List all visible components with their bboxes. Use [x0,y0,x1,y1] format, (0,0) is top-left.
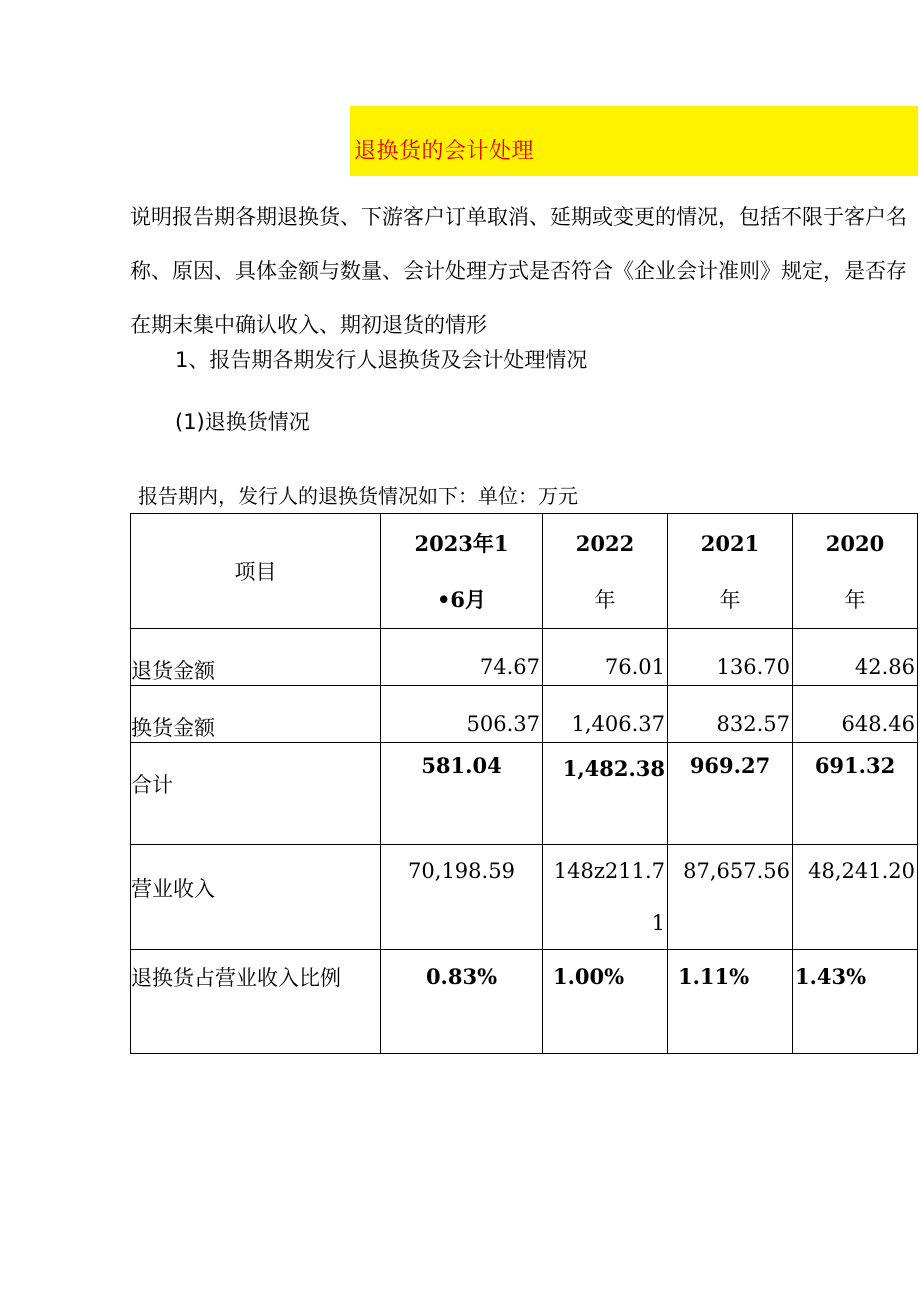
header-col-2021 [668,514,793,629]
cell-value: 1,406.37 [543,686,668,743]
cell-value: 76.01 [543,629,668,686]
cell-value: 969.27 [668,743,793,845]
header-item-label: 项目 [234,560,277,584]
header-col-2020-line2: 年 [844,588,866,612]
intro-paragraph: 说明报告期各期退换货、下游客户订单取消、延期或变更的情况，包括不限于客户名称、原因、具体金额与数量、会计处理方式是否符合《企业会计准则》规定，是否存在期末集中确认收入、期初退货的情形 [130,205,907,337]
cell-value: 1.11% [668,950,793,1054]
table-row [131,686,918,743]
cell-value: 48,241.20 [793,845,918,950]
returns-table [130,513,918,1054]
cell-value: 148z211.71 [543,845,668,950]
heading-2: (1)退换货情况 [175,410,310,434]
row-label: 退换货占营业收入比例 [131,950,381,1054]
header-col-2021-line2: 年 [719,588,741,612]
cell-value: 70,198.59 [381,845,543,950]
cell-value: 42.86 [793,629,918,686]
table-row [131,845,918,950]
cell-value: 506.37 [381,686,543,743]
header-col-2023-line1: 2023年1 [414,531,509,556]
header-col-2023-line2: •6月 [436,587,487,612]
cell-value: 136.70 [668,629,793,686]
table-caption: 报告期内，发行人的退换货情况如下：单位：万元 [138,484,578,508]
cell-value: 87,657.56 [668,845,793,950]
title-highlight-band [350,106,918,176]
cell-value: 1.00% [543,950,668,1054]
table-row [131,950,918,1054]
row-label: 营业收入 [131,845,381,950]
cell-value: 691.32 [793,743,918,845]
cell-value: 74.67 [381,629,543,686]
cell-value: 832.57 [668,686,793,743]
header-col-2021-line1: 2021 [700,531,760,556]
header-item [131,514,381,629]
header-col-2023 [381,514,543,629]
cell-value: 581.04 [381,743,543,845]
header-col-2022-line2: 年 [594,588,616,612]
row-label: 退货金额 [131,629,381,686]
cell-value: 1,482.38 [543,743,668,845]
header-col-2020 [793,514,918,629]
table-row [131,743,918,845]
row-label: 合计 [131,743,381,845]
cell-value: 648.46 [793,686,918,743]
header-col-2022 [543,514,668,629]
row-label: 换货金额 [131,686,381,743]
cell-value: 0.83% [381,950,543,1054]
header-col-2020-line1: 2020 [825,531,885,556]
table-header-row [131,514,918,629]
cell-value: 1.43% [793,950,918,1054]
heading-1: 1、报告期各期发行人退换货及会计处理情况 [175,348,588,372]
section-title: 退换货的会计处理 [354,139,535,164]
table-row [131,629,918,686]
header-col-2022-line1: 2022 [575,531,635,556]
